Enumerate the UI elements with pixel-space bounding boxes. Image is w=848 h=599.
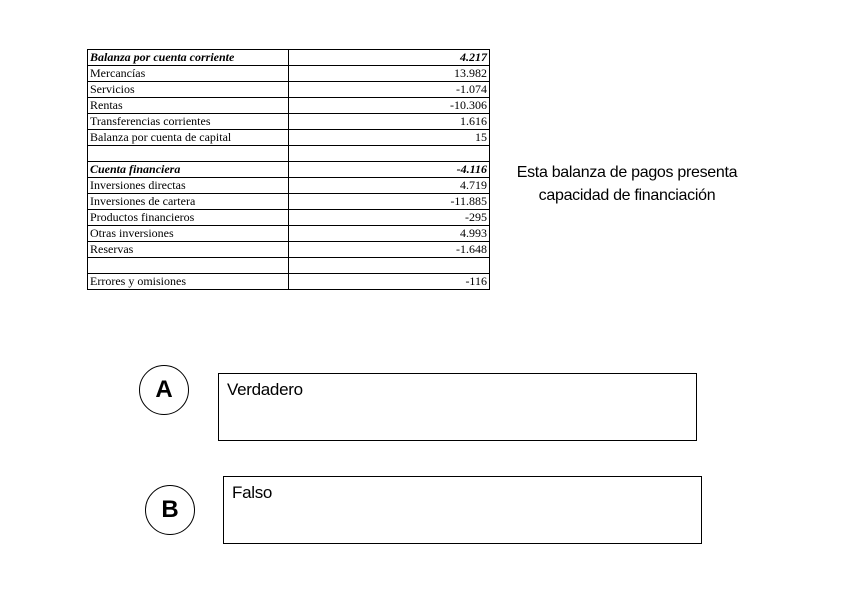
table-row <box>88 210 490 226</box>
row-value <box>289 146 490 162</box>
option-a-answer[interactable]: Verdadero <box>218 373 697 441</box>
row-value: -4.116 <box>289 162 490 178</box>
row-label <box>88 258 289 274</box>
row-label: Inversiones directas <box>88 178 289 194</box>
row-value: -1.074 <box>289 82 490 98</box>
table-row <box>88 242 490 258</box>
row-value: -116 <box>289 274 490 290</box>
row-label: Transferencias corrientes <box>88 114 289 130</box>
table-row <box>88 82 490 98</box>
table-row <box>88 114 490 130</box>
row-value: -10.306 <box>289 98 490 114</box>
row-value: 4.719 <box>289 178 490 194</box>
table-row <box>88 226 490 242</box>
row-label: Reservas <box>88 242 289 258</box>
row-value: 4.217 <box>289 50 490 66</box>
row-label: Cuenta financiera <box>88 162 289 178</box>
row-label: Balanza por cuenta de capital <box>88 130 289 146</box>
table-row <box>88 162 490 178</box>
row-value: -295 <box>289 210 490 226</box>
row-label <box>88 146 289 162</box>
question-statement <box>496 161 758 207</box>
row-value: 4.993 <box>289 226 490 242</box>
row-value: -11.885 <box>289 194 490 210</box>
option-b-answer[interactable]: Falso <box>223 476 702 544</box>
table-row-blank <box>88 258 490 274</box>
table-row <box>88 130 490 146</box>
option-a-letter[interactable]: A <box>139 365 189 415</box>
row-label: Errores y omisiones <box>88 274 289 290</box>
row-label: Inversiones de cartera <box>88 194 289 210</box>
row-label: Balanza por cuenta corriente <box>88 50 289 66</box>
table-row <box>88 274 490 290</box>
row-value: 15 <box>289 130 490 146</box>
option-b-letter[interactable]: B <box>145 485 195 535</box>
table-row <box>88 178 490 194</box>
statement-line-1: Esta balanza de pagos presenta <box>516 164 738 181</box>
statement-line-2: capacidad de financiación <box>538 187 716 204</box>
row-value <box>289 258 490 274</box>
row-value: 1.616 <box>289 114 490 130</box>
row-label: Mercancías <box>88 66 289 82</box>
table-row <box>88 98 490 114</box>
table-row <box>88 66 490 82</box>
row-label: Rentas <box>88 98 289 114</box>
row-label: Productos financieros <box>88 210 289 226</box>
row-label: Otras inversiones <box>88 226 289 242</box>
row-value: 13.982 <box>289 66 490 82</box>
row-label: Servicios <box>88 82 289 98</box>
table-row <box>88 194 490 210</box>
balance-table <box>87 49 490 290</box>
table-row-blank <box>88 146 490 162</box>
row-value: -1.648 <box>289 242 490 258</box>
table-row <box>88 50 490 66</box>
